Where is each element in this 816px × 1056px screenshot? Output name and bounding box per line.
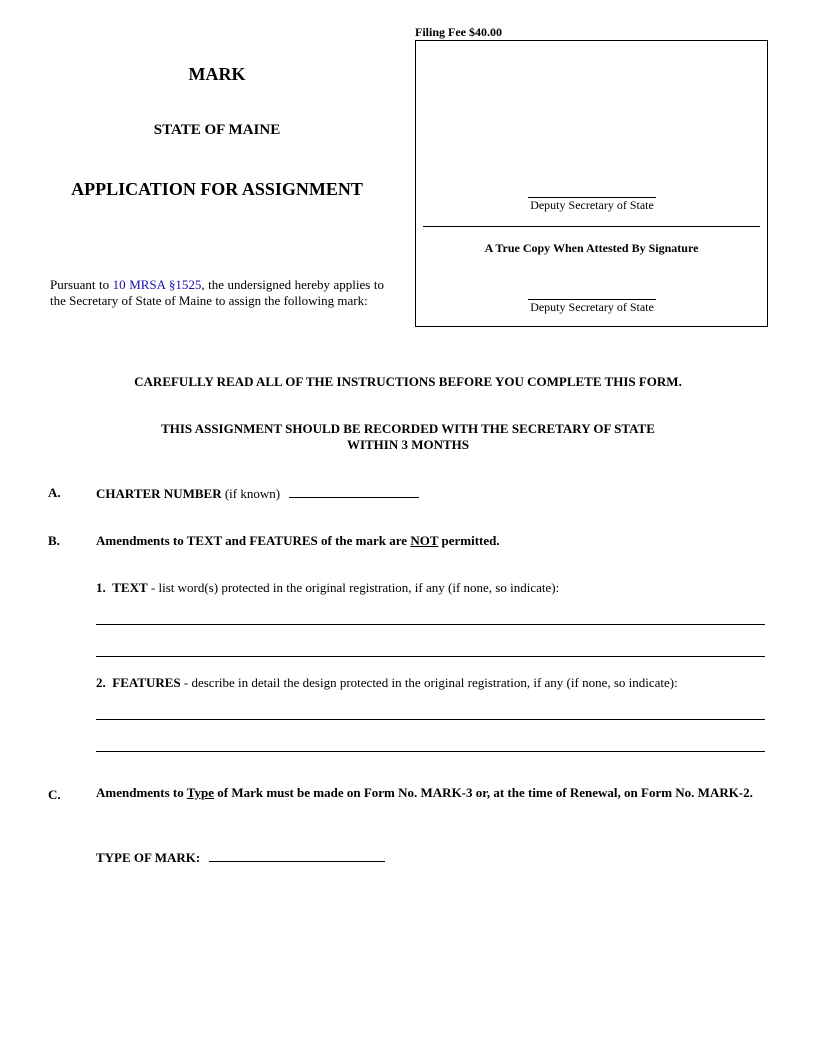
pursuant-paragraph (50, 277, 384, 309)
section-b-text (96, 533, 500, 549)
features-item-row (96, 675, 678, 691)
section-c-type: Type (186, 785, 214, 800)
box-divider (423, 226, 760, 227)
form-title: MARK (188, 64, 246, 84)
deputy-caption-bottom: Deputy Secretary of State (530, 300, 654, 314)
section-b-text-before: Amendments to TEXT and FEATURES of the mark are (96, 533, 411, 548)
charter-number-hint: (if known) (221, 486, 281, 501)
section-b-not: NOT (410, 533, 439, 548)
features-item-number: 2. (96, 675, 106, 690)
section-c-text (96, 785, 766, 801)
section-b-letter: B. (48, 533, 60, 548)
pursuant-suffix: , the undersigned hereby applies to the Secretary of State of Maine to assign the following mark: (50, 277, 384, 308)
features-entry-line-1[interactable] (96, 719, 765, 720)
section-c-text-after: of Mark must be made on Form No. MARK-3 or, at the time of Renewal, on Form No. MARK-2. (213, 785, 753, 800)
charter-number-field[interactable] (289, 485, 419, 498)
features-item-label: FEATURES (112, 675, 181, 690)
read-instructions-notice: CAREFULLY READ ALL OF THE INSTRUCTIONS BEFORE YOU COMPLETE THIS FORM. (134, 374, 682, 389)
record-notice-line1: THIS ASSIGNMENT SHOULD BE RECORDED WITH THE SECRETARY OF STATE (161, 421, 655, 436)
text-item-row (96, 580, 559, 596)
statute-link[interactable]: 10 MRSA §1525 (112, 277, 202, 292)
text-entry-line-2[interactable] (96, 656, 765, 657)
filing-fee-label: Filing Fee $40.00 (415, 25, 502, 39)
state-heading: STATE OF MAINE (153, 122, 281, 138)
type-of-mark-label: TYPE OF MARK: (96, 850, 201, 865)
form-name-heading: APPLICATION FOR ASSIGNMENT (71, 179, 363, 199)
text-item-number: 1. (96, 580, 106, 595)
section-a-letter: A. (48, 485, 61, 500)
features-entry-line-2[interactable] (96, 751, 765, 752)
section-c-letter: C. (48, 787, 61, 802)
attest-text: A True Copy When Attested By Signature (484, 241, 699, 255)
text-item-label: TEXT (112, 580, 148, 595)
type-of-mark-row (96, 849, 385, 866)
charter-number-label: CHARTER NUMBER (96, 486, 222, 501)
text-entry-line-1[interactable] (96, 624, 765, 625)
type-of-mark-field[interactable] (209, 849, 385, 862)
filing-stamp-box (415, 40, 768, 327)
features-item-desc: - describe in detail the design protected in the original registration, if any (if none, so indicate): (180, 675, 678, 690)
text-item-desc: - list word(s) protected in the original registration, if any (if none, so indicate): (147, 580, 560, 595)
deputy-caption-top: Deputy Secretary of State (530, 198, 654, 212)
section-c-text-before: Amendments to (96, 785, 187, 800)
pursuant-prefix: Pursuant to (50, 277, 113, 292)
record-notice-line2: WITHIN 3 MONTHS (346, 437, 470, 452)
section-a-row (96, 485, 419, 502)
section-b-text-after: permitted. (438, 533, 500, 548)
